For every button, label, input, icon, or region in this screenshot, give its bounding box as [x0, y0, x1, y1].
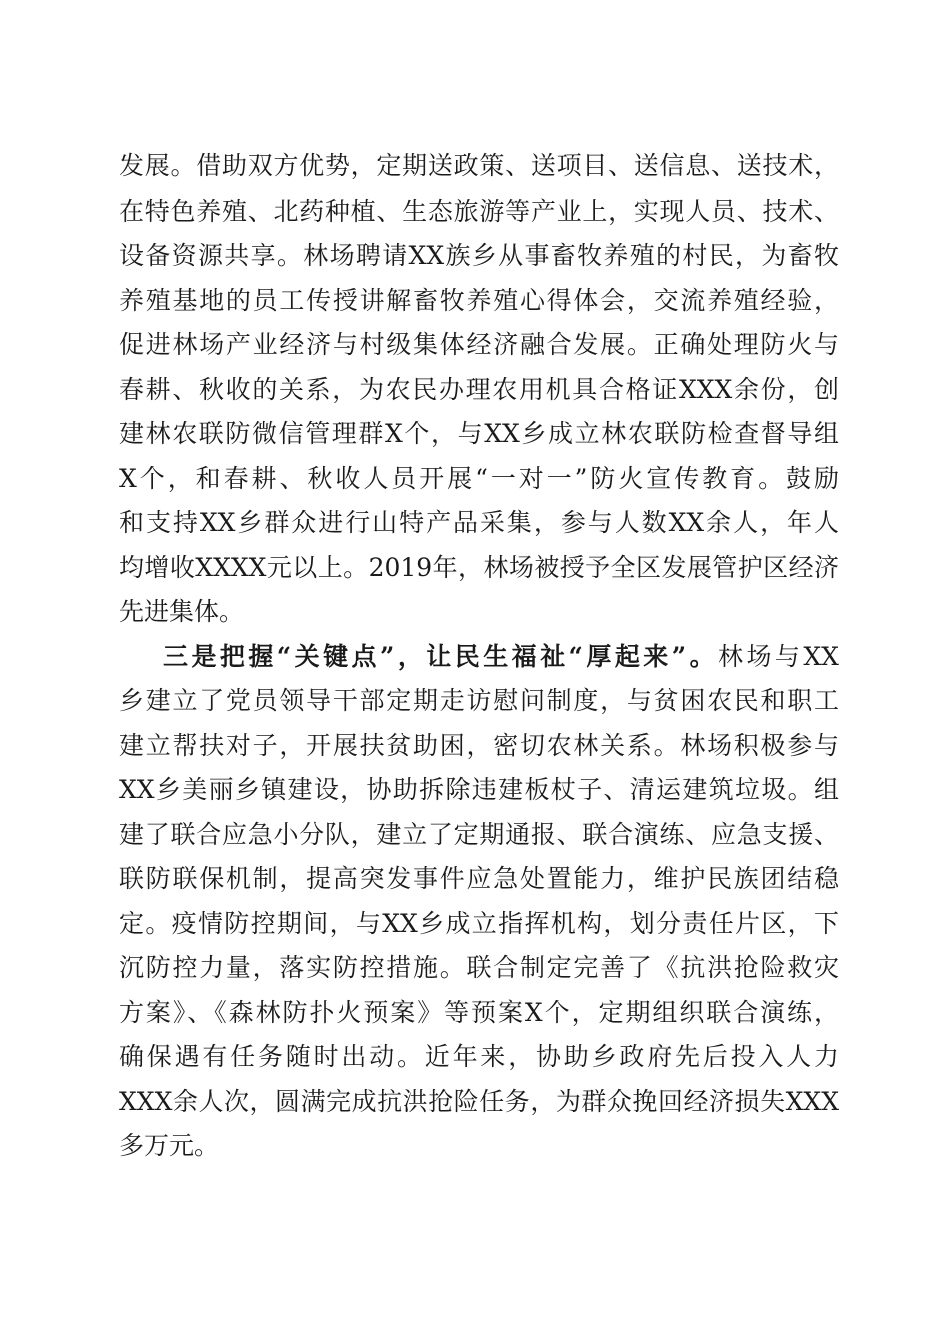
paragraph-2-line-8: 沉防控力量，落实防控措施。联合制定完善了《抗洪抢险救灾: [119, 953, 839, 982]
paragraph-2-first-line-rest: 林场与XX: [718, 642, 839, 671]
paragraph-2-lead-sentence: 三是把握“关键点”，让民生福祉“厚起来”。: [163, 642, 719, 671]
paragraph-1-line-4: 养殖基地的员工传授讲解畜牧养殖心得体会，交流养殖经验，: [119, 286, 839, 315]
paragraph-2-line-12: 多万元。: [119, 1131, 220, 1160]
paragraph-2-first-line: [163, 637, 839, 677]
paragraph-2-line-3: 建立帮扶对子，开展扶贫助困，密切农林关系。林场积极参与: [119, 731, 839, 760]
paragraph-2-line-6: 联防联保机制，提高突发事件应急处置能力，维护民族团结稳: [119, 864, 839, 893]
paragraph-1-line-6: 春耕、秋收的关系，为农民办理农用机具合格证XXX余份，创: [119, 375, 839, 404]
paragraph-2-line-11: XXX余人次，圆满完成抗洪抢险任务，为群众挽回经济损失XXX: [119, 1087, 839, 1116]
paragraph-1-line-9: 和支持XX乡群众进行山特产品采集，参与人数XX余人，年人: [119, 508, 839, 537]
paragraph-1-line-5: 促进林场产业经济与村级集体经济融合发展。正确处理防火与: [119, 330, 839, 359]
paragraph-1-line-8: X个，和春耕、秋收人员开展“一对一”防火宣传教育。鼓励: [119, 464, 839, 493]
paragraph-1-line-2: 在特色养殖、北药种植、生态旅游等产业上，实现人员、技术、: [119, 197, 839, 226]
paragraph-1-line-1: 发展。借助双方优势，定期送政策、送项目、送信息、送技术，: [119, 151, 839, 180]
paragraph-1-line-10: 均增收XXXX元以上。2019年，林场被授予全区发展管护区经济: [119, 553, 839, 582]
paragraph-1-line-11: 先进集体。: [119, 597, 245, 626]
paragraph-1-line-7: 建林农联防微信管理群X个，与XX乡成立林农联防检查督导组: [119, 419, 839, 448]
paragraph-2-line-2: 乡建立了党员领导干部定期走访慰问制度，与贫困农民和职工: [119, 686, 839, 715]
paragraph-2-line-10: 确保遇有任务随时出动。近年来，协助乡政府先后投入人力: [119, 1042, 839, 1071]
paragraph-2-line-4: XX乡美丽乡镇建设，协助拆除违建板杖子、清运建筑垃圾。组: [119, 775, 839, 804]
paragraph-2-line-7: 定。疫情防控期间，与XX乡成立指挥机构，划分责任片区，下: [119, 909, 839, 938]
paragraph-1-line-3: 设备资源共享。林场聘请XX族乡从事畜牧养殖的村民，为畜牧: [119, 241, 839, 270]
paragraph-2-line-9: 方案》、《森林防扑火预案》等预案X个，定期组织联合演练，: [119, 998, 839, 1027]
paragraph-2-line-5: 建了联合应急小分队，建立了定期通报、联合演练、应急支援、: [119, 820, 839, 849]
